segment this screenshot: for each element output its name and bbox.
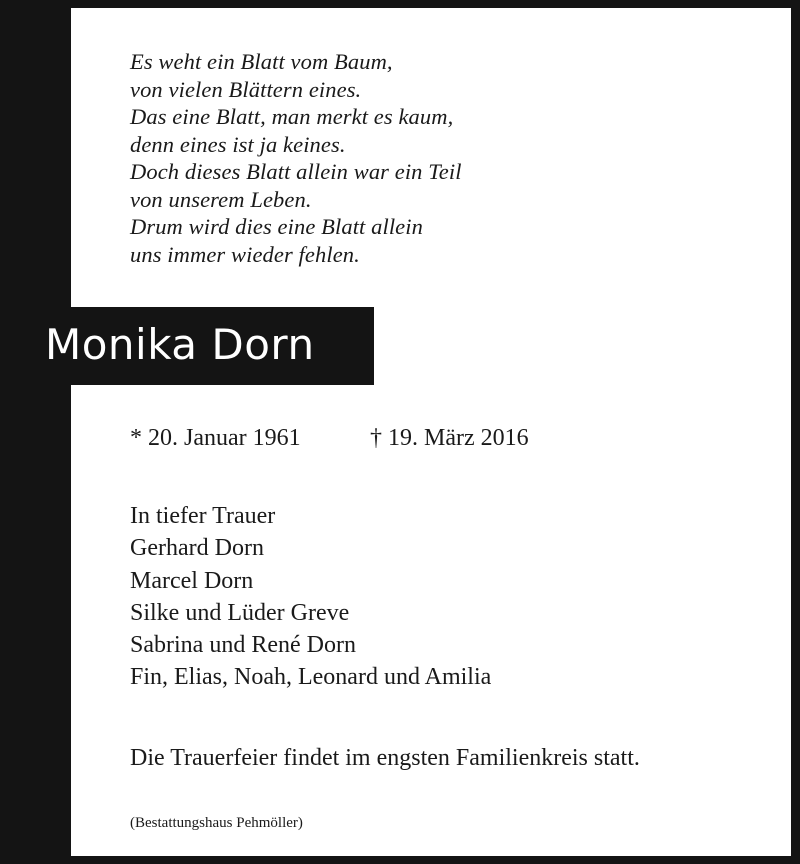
mourner-name: Silke und Lüder Greve	[130, 599, 350, 626]
poem-line: Es weht ein Blatt vom Baum,	[130, 49, 393, 74]
frame-border-bottom	[0, 856, 800, 864]
frame-border-left	[0, 0, 71, 864]
poem-line: von vielen Blättern eines.	[130, 76, 362, 102]
deceased-name: Monika Dorn	[45, 320, 315, 369]
poem-line: Das eine Blatt, man merkt es kaum,	[130, 104, 454, 129]
frame-border-top	[0, 0, 800, 8]
mourner-name: Fin, Elias, Noah, Leonard und Amilia	[130, 664, 492, 691]
birth-date: * 20. Januar 1961	[130, 425, 301, 451]
poem-line: Drum wird dies eine Blatt allein	[130, 214, 423, 239]
death-date: † 19. März 2016	[370, 425, 529, 451]
mourners-heading: In tiefer Trauer	[130, 503, 276, 529]
undertaker-credit: (Bestattungshaus Pehmöller)	[130, 815, 303, 831]
memorial-poem	[130, 48, 462, 268]
mourner-name: Sabrina und René Dorn	[130, 632, 356, 659]
funeral-note: Die Trauerfeier findet im engsten Familienkreis statt.	[130, 745, 640, 771]
mourner-name: Gerhard Dorn	[130, 535, 264, 562]
poem-line: Doch dieses Blatt allein war ein Teil	[130, 159, 462, 184]
frame-border-right	[791, 0, 800, 864]
mourners-list	[130, 500, 491, 694]
poem-line: denn eines ist ja keines.	[130, 131, 346, 157]
poem-line: von unserem Leben.	[130, 186, 312, 212]
mourner-name: Marcel Dorn	[130, 567, 254, 594]
poem-line: uns immer wieder fehlen.	[130, 241, 360, 267]
